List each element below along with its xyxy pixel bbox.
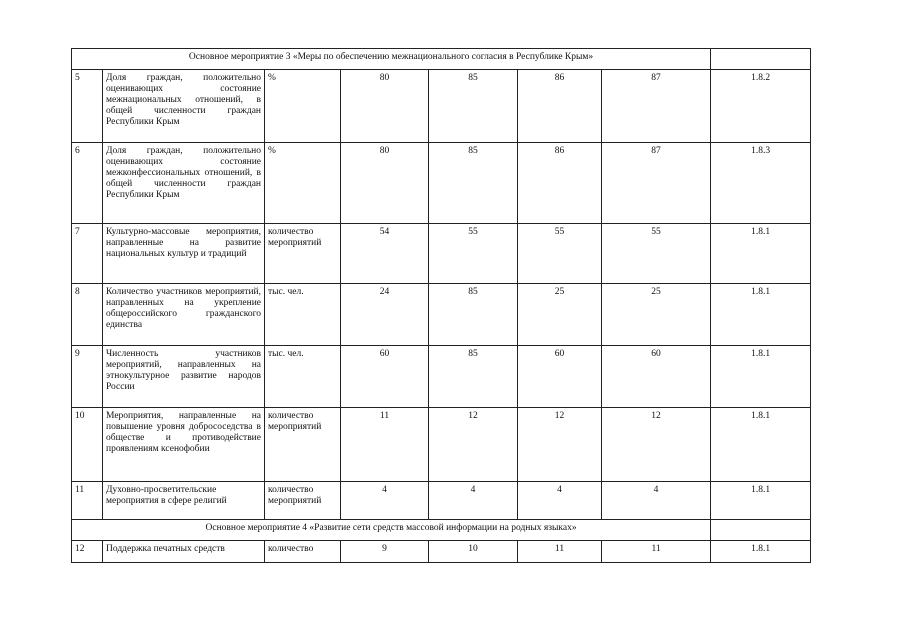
- row-number: 12: [72, 541, 103, 563]
- row-number: 8: [72, 284, 103, 346]
- code-cell: 1.8.1: [711, 224, 811, 284]
- unit-cell: количество мероприятий: [265, 224, 341, 284]
- indicator-name: Мероприятия, направленные на повышение уровня добрососедства в обществе и противодействие проявлениям ксенофобии: [103, 408, 265, 482]
- value-cell: 9: [341, 541, 429, 563]
- value-cell: 85: [429, 143, 518, 224]
- code-cell: 1.8.1: [711, 541, 811, 563]
- value-cell: 12: [429, 408, 518, 482]
- unit-cell: %: [265, 143, 341, 224]
- table-row: [72, 346, 811, 408]
- value-cell: 4: [429, 482, 518, 520]
- value-cell: 10: [429, 541, 518, 563]
- value-cell: 87: [602, 70, 711, 143]
- row-number: 7: [72, 224, 103, 284]
- empty-cell: [711, 520, 811, 541]
- table-row: [72, 284, 811, 346]
- value-cell: 85: [429, 70, 518, 143]
- table-row: [72, 143, 811, 224]
- indicator-name: Культурно-массовые мероприятия, направленные на развитие национальных культур и традиций: [103, 224, 265, 284]
- value-cell: 4: [518, 482, 602, 520]
- row-number: 6: [72, 143, 103, 224]
- row-number: 10: [72, 408, 103, 482]
- value-cell: 60: [518, 346, 602, 408]
- value-cell: 60: [341, 346, 429, 408]
- table-row: [72, 70, 811, 143]
- code-cell: 1.8.2: [711, 70, 811, 143]
- row-number: 11: [72, 482, 103, 520]
- code-cell: 1.8.1: [711, 408, 811, 482]
- value-cell: 25: [518, 284, 602, 346]
- value-cell: 24: [341, 284, 429, 346]
- indicator-name: Доля граждан, положительно оценивающих состояние межнациональных отношений, в общей численности граждан Республики Крым: [103, 70, 265, 143]
- code-cell: 1.8.1: [711, 284, 811, 346]
- row-number: 5: [72, 70, 103, 143]
- unit-cell: тыс. чел.: [265, 346, 341, 408]
- value-cell: 86: [518, 143, 602, 224]
- section-row: [72, 520, 811, 541]
- value-cell: 54: [341, 224, 429, 284]
- value-cell: 11: [602, 541, 711, 563]
- value-cell: 80: [341, 70, 429, 143]
- value-cell: 87: [602, 143, 711, 224]
- unit-cell: %: [265, 70, 341, 143]
- value-cell: 86: [518, 70, 602, 143]
- value-cell: 85: [429, 346, 518, 408]
- section-row: [72, 49, 811, 70]
- code-cell: 1.8.3: [711, 143, 811, 224]
- table-row: [72, 541, 811, 563]
- unit-cell: количество мероприятий: [265, 408, 341, 482]
- empty-cell: [711, 49, 811, 70]
- table-row: [72, 482, 811, 520]
- value-cell: 80: [341, 143, 429, 224]
- indicator-name: Духовно-просветительские мероприятия в сфере религий: [103, 482, 265, 520]
- value-cell: 25: [602, 284, 711, 346]
- value-cell: 55: [602, 224, 711, 284]
- indicator-name: Доля граждан, положительно оценивающих состояние межконфессиональных отношений, в общей численности граждан Республики Крым: [103, 143, 265, 224]
- value-cell: 11: [518, 541, 602, 563]
- indicator-name: Численность участников мероприятий, направленных на этнокультурное развитие народов России: [103, 346, 265, 408]
- table-row: [72, 408, 811, 482]
- value-cell: 55: [518, 224, 602, 284]
- row-number: 9: [72, 346, 103, 408]
- value-cell: 85: [429, 284, 518, 346]
- section-title: Основное мероприятие 4 «Развитие сети средств массовой информации на родных языках»: [72, 520, 711, 541]
- value-cell: 55: [429, 224, 518, 284]
- value-cell: 4: [602, 482, 711, 520]
- value-cell: 12: [602, 408, 711, 482]
- value-cell: 11: [341, 408, 429, 482]
- indicator-name: Количество участников мероприятий, направленных на укрепление общероссийского гражданского единства: [103, 284, 265, 346]
- unit-cell: тыс. чел.: [265, 284, 341, 346]
- code-cell: 1.8.1: [711, 482, 811, 520]
- unit-cell: количество мероприятий: [265, 482, 341, 520]
- value-cell: 60: [602, 346, 711, 408]
- value-cell: 4: [341, 482, 429, 520]
- indicators-table: [71, 48, 811, 563]
- indicator-name: Поддержка печатных средств: [103, 541, 265, 563]
- value-cell: 12: [518, 408, 602, 482]
- section-title: Основное мероприятие 3 «Меры по обеспечению межнационального согласия в Республике Крым»: [72, 49, 711, 70]
- code-cell: 1.8.1: [711, 346, 811, 408]
- unit-cell: количество: [265, 541, 341, 563]
- table-row: [72, 224, 811, 284]
